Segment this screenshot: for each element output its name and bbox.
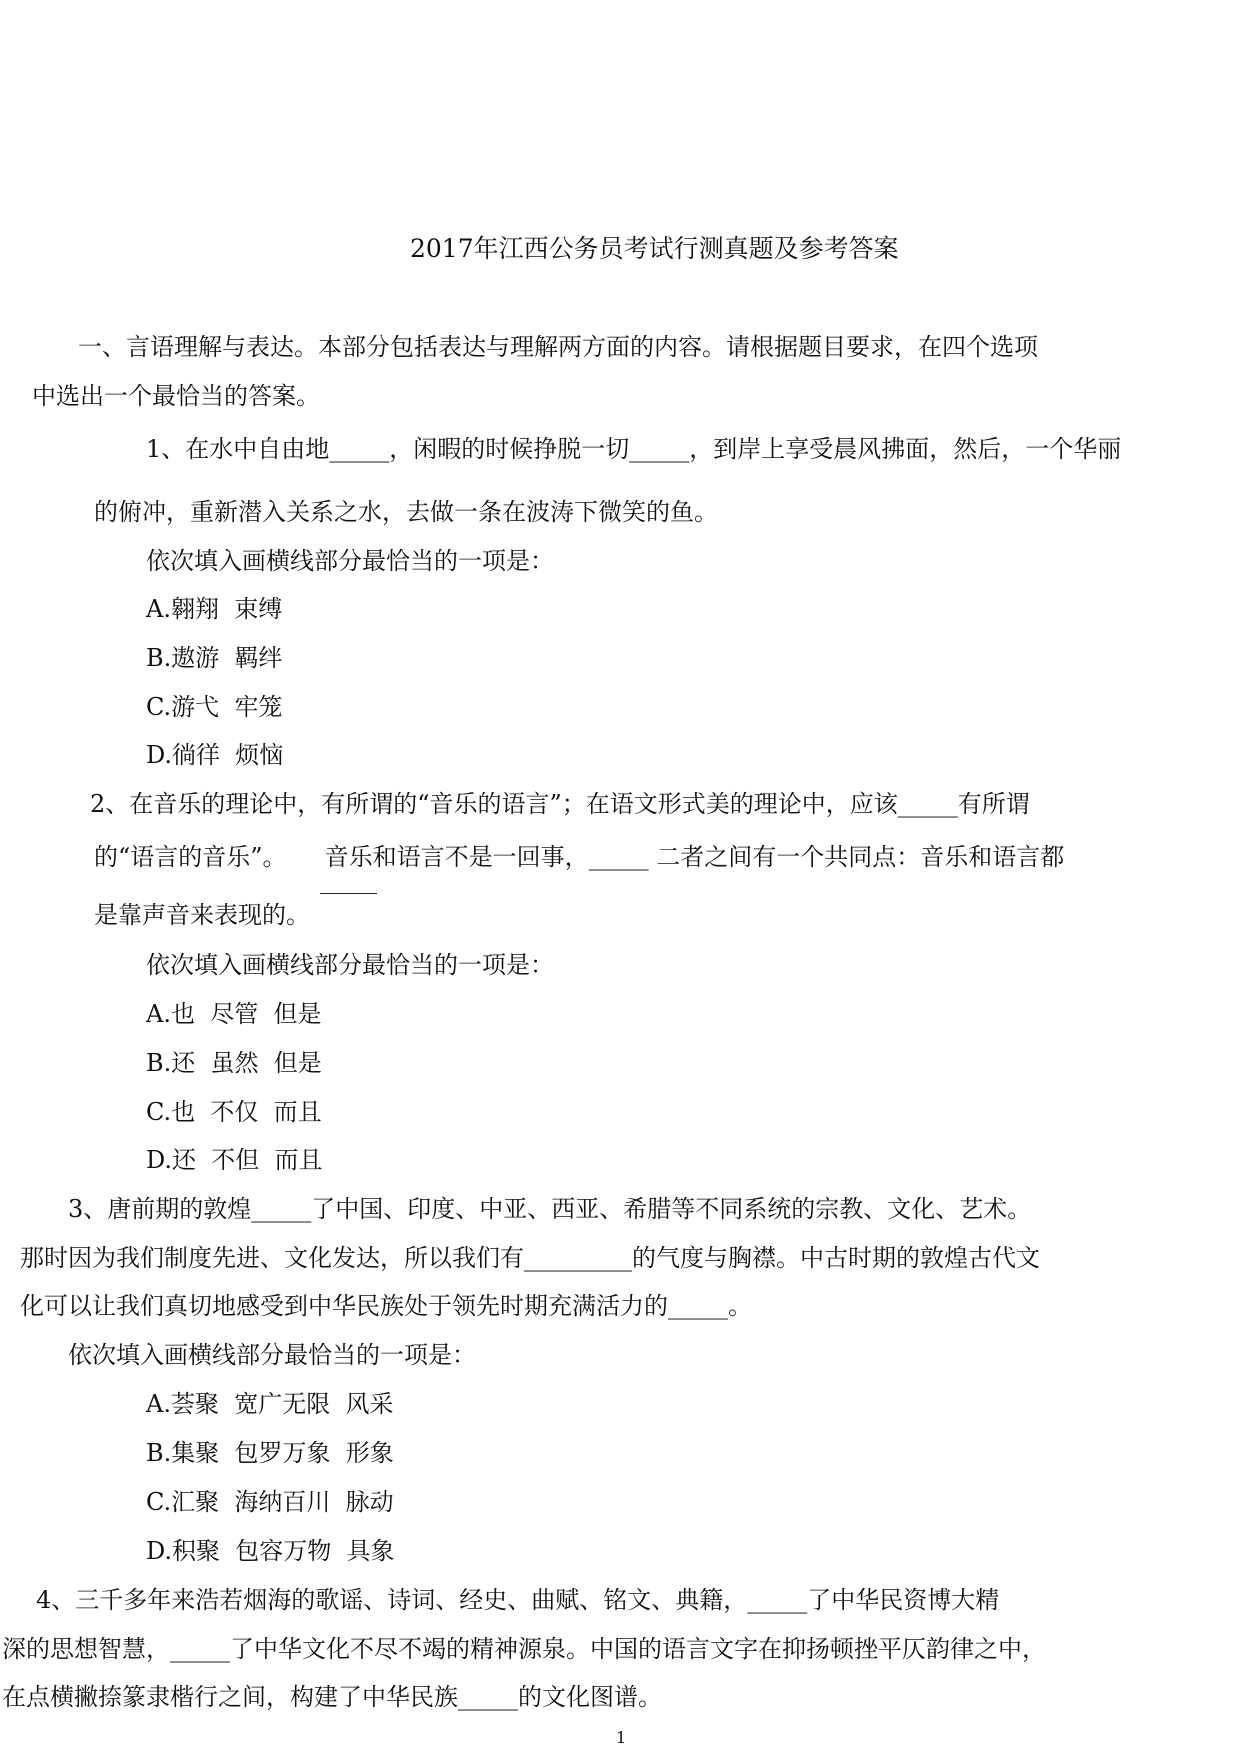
q2-stem-line-2: 的“语言的音乐”。 音乐和语言不是一回事，_____ 二者之间有一个共同点：音乐和语言都: [94, 843, 1065, 871]
q2-option-b: B.还 虽然 但是: [146, 1049, 322, 1077]
q3-option-c: C.汇聚 海纳百川 脉动: [146, 1488, 394, 1516]
q3-stem-line-2: 那时因为我们制度先进、文化发达，所以我们有_________的气度与胸襟。中古时期的敦煌古代文: [20, 1244, 1040, 1272]
q3-option-b: B.集聚 包罗万象 形象: [146, 1439, 394, 1467]
q2-option-c: C.也 不仅 而且: [146, 1098, 322, 1126]
q3-option-a: A.荟聚 宽广无限 风采: [146, 1390, 394, 1418]
section-intro-line-1: 一、言语理解与表达。本部分包括表达与理解两方面的内容。请根据题目要求，在四个选项: [78, 333, 1038, 361]
document-title: 2017年江西公务员考试行测真题及参考答案: [410, 234, 899, 263]
q2-stem-line-3: 是靠声音来表现的。: [94, 901, 310, 929]
page-number: 1: [616, 1728, 627, 1747]
q1-option-a: A.翱翔 束缚: [146, 595, 283, 623]
q3-stem-line-3: 化可以让我们真切地感受到中华民族处于领先时期充满活力的_____。: [20, 1292, 752, 1320]
q2-prompt: 依次填入画横线部分最恰当的一项是：: [146, 951, 554, 979]
q3-option-d: D.积聚 包容万物 具象: [146, 1537, 395, 1565]
section-intro-line-2: 中选出一个最恰当的答案。: [32, 382, 320, 410]
q4-stem-line-2: 深的思想智慧，_____了中华文化不尽不竭的精神源泉。中国的语言文字在抑扬顿挫平仄韵律之中，: [2, 1635, 1046, 1663]
q1-stem-line-2: 的俯冲，重新潜入关系之水，去做一条在波涛下微笑的鱼。: [94, 498, 718, 526]
q2-option-a: A.也 尽管 但是: [146, 1000, 322, 1028]
q1-prompt: 依次填入画横线部分最恰当的一项是：: [146, 547, 554, 575]
q1-option-b: B.遨游 羁绊: [146, 644, 283, 672]
q2-stem-line-1: 2、在音乐的理论中，有所谓的“音乐的语言”；在语文形式美的理论中，应该_____有所谓: [90, 790, 1030, 818]
q4-stem-line-3: 在点横撇捺篆隶楷行之间，构建了中华民族_____的文化图谱。: [2, 1683, 662, 1711]
q1-option-c: C.游弋 牢笼: [146, 693, 283, 721]
q3-stem-line-1: 3、唐前期的敦煌_____了中国、印度、中亚、西亚、希腊等不同系统的宗教、文化、艺术。: [68, 1195, 1032, 1223]
blank-underline: [320, 893, 377, 894]
q4-stem-line-1: 4、三千多年来浩若烟海的歌谣、诗词、经史、曲赋、铭文、典籍，_____了中华民资博大精: [36, 1586, 1000, 1614]
q1-stem-line-1: 1、在水中自由地_____，闲暇的时候挣脱一切_____，到岸上享受晨风拂面，然后，一个华丽: [146, 435, 1122, 463]
q2-option-d: D.还 不但 而且: [146, 1146, 323, 1174]
q3-prompt: 依次填入画横线部分最恰当的一项是：: [68, 1341, 476, 1369]
q1-option-d: D.徜徉 烦恼: [146, 741, 284, 769]
